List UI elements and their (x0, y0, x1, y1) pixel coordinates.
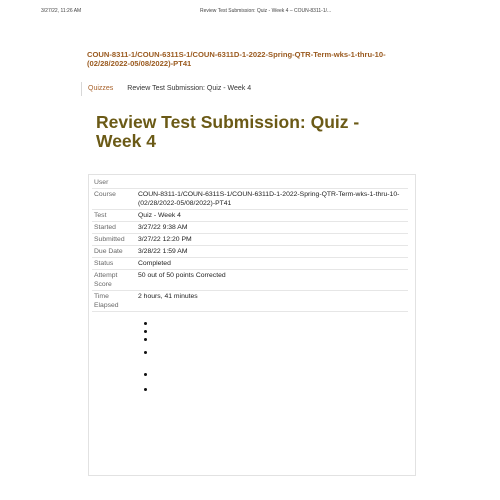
details-label: Attempt Score (92, 270, 136, 291)
details-value: 50 out of 50 points Corrected (136, 270, 408, 291)
details-row-status (92, 258, 408, 270)
details-label: Started (92, 222, 136, 234)
details-row-user (92, 177, 408, 189)
details-label: Due Date (92, 246, 136, 258)
details-value: 3/27/22 9:38 AM (136, 222, 408, 234)
bullet-item (144, 330, 147, 333)
empty-bullet-list (144, 318, 164, 398)
breadcrumb-current: Review Test Submission: Quiz - Week 4 (127, 85, 252, 92)
details-value: COUN-8311-1/COUN-6311S-1/COUN-6311D-1-2022-Spring-QTR-Term-wks-1-thru-10-(02/28/2022-05/08/2022)-PT41 (136, 189, 408, 210)
details-label: Test (92, 210, 136, 222)
page-title: Review Test Submission: Quiz - Week 4 (96, 112, 360, 151)
bullet-item (144, 351, 147, 354)
details-row-attempt-score (92, 270, 408, 291)
print-header (0, 8, 500, 18)
details-value (136, 177, 408, 189)
print-timestamp: 3/27/22, 11:26 AM (41, 8, 82, 14)
submission-details-table (92, 177, 408, 312)
details-row-course (92, 189, 408, 210)
breadcrumb (81, 82, 251, 96)
details-row-due-date (92, 246, 408, 258)
bullet-item (144, 373, 147, 376)
details-value: 3/28/22 1:59 AM (136, 246, 408, 258)
details-row-submitted (92, 234, 408, 246)
print-page-title: Review Test Submission: Quiz - Week 4 – COUN-8311-1/... (200, 8, 332, 14)
details-label: Status (92, 258, 136, 270)
bullet-item (144, 388, 147, 391)
details-value: Completed (136, 258, 408, 270)
details-label: Course (92, 189, 136, 210)
details-label: Submitted (92, 234, 136, 246)
details-value: 2 hours, 41 minutes (136, 291, 408, 312)
details-value: Quiz - Week 4 (136, 210, 408, 222)
details-row-test (92, 210, 408, 222)
breadcrumb-quizzes-link[interactable]: Quizzes (88, 85, 114, 92)
details-row-started (92, 222, 408, 234)
bullet-item (144, 322, 147, 325)
bullet-item (144, 338, 147, 341)
details-value: 3/27/22 12:20 PM (136, 234, 408, 246)
details-label: Time Elapsed (92, 291, 136, 312)
details-row-time-elapsed (92, 291, 408, 312)
course-title-link[interactable]: COUN-8311-1/COUN-6311S-1/COUN-6311D-1-2022-Spring-QTR-Term-wks-1-thru-10-(02/28/2022-05/08/2022)-PT41 (87, 50, 386, 68)
details-label: User (92, 177, 136, 189)
